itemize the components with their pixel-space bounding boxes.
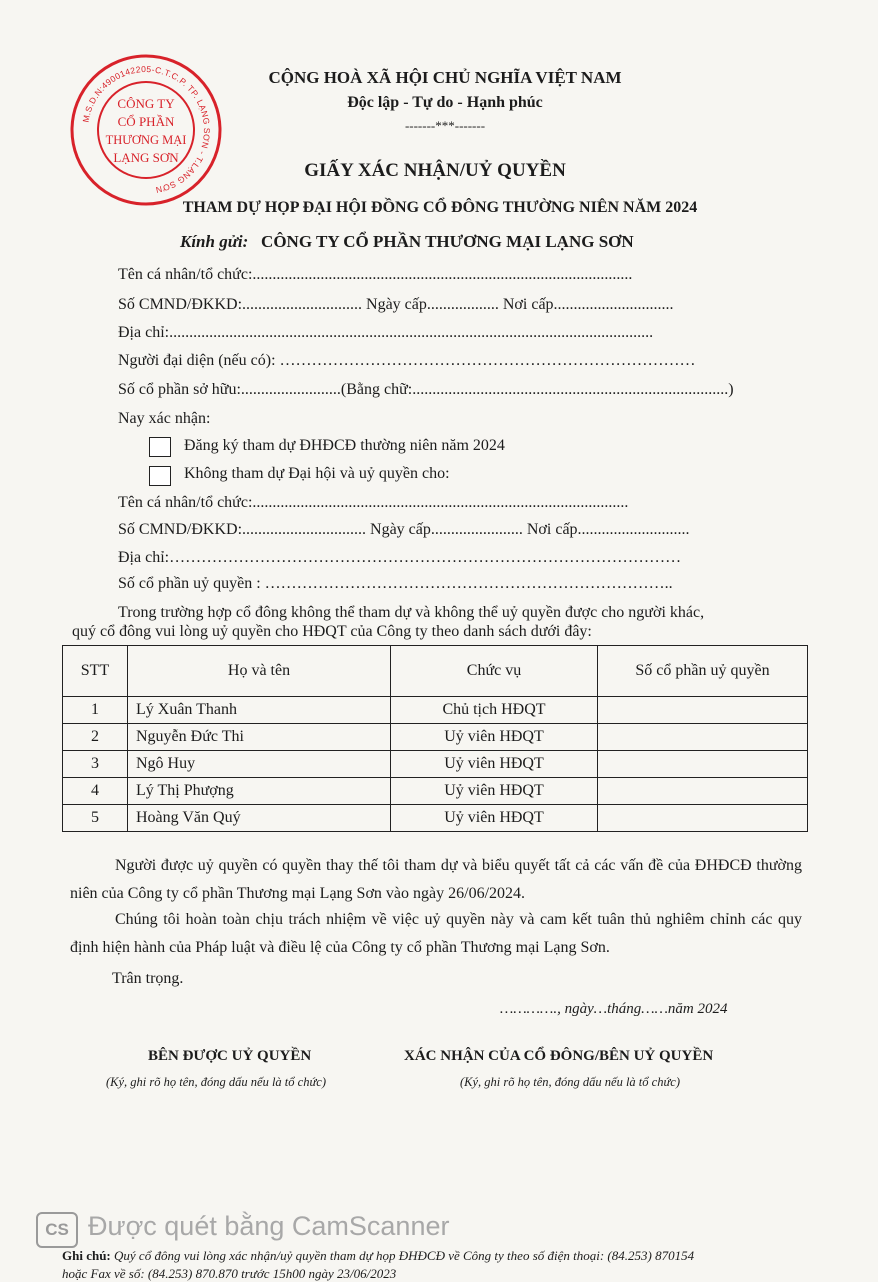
header-position: Chức vụ <box>391 646 598 697</box>
field-shares-number[interactable]: Số cổ phần sở hữu:......................... <box>118 381 341 398</box>
proxy-field-id-place[interactable]: Nơi cấp............................ <box>526 521 690 538</box>
proxy-checkbox[interactable] <box>149 466 171 486</box>
header-stt: STT <box>63 646 128 697</box>
camscanner-logo-icon: CS <box>36 1212 78 1248</box>
cell-name: Lý Thị Phượng <box>128 778 391 805</box>
intro-line-2: quý cổ đông vui lòng uỷ quyền cho HĐQT của Công ty theo danh sách dưới đây: <box>72 623 592 640</box>
paragraph-commitment: Chúng tôi hoàn toàn chịu trách nhiệm về việc uỷ quyền này và cam kết tuân thủ nghiêm chỉnh các quy định hiện hành của Pháp luật và điều lệ của Công ty cổ phần Thương mại Lạng Sơn. <box>70 911 802 956</box>
cell-name: Lý Xuân Thanh <box>128 697 391 724</box>
cell-position: Uỷ viên HĐQT <box>391 805 598 832</box>
field-representative[interactable]: Người đại diện (nếu có): …………………………………………………………………… <box>118 352 696 369</box>
footnote-text-1: Quý cổ đông vui lòng xác nhận/uỷ quyền tham dự họp ĐHĐCĐ về Công ty theo số điện thoại: (84.253) 870154 <box>114 1248 695 1263</box>
board-members-table <box>62 645 808 832</box>
seal-line-2: CỔ PHẦN <box>117 114 175 129</box>
cell-name: Hoàng Văn Quý <box>128 805 391 832</box>
proxy-field-id-number[interactable]: Số CMND/ĐKKD:............................... <box>118 521 367 538</box>
attend-option-label: Đăng ký tham dự ĐHĐCĐ thường niên năm 2024 <box>184 437 505 454</box>
cell-position: Chủ tịch HĐQT <box>391 697 598 724</box>
motto: Độc lập - Tự do - Hạnh phúc <box>347 94 543 111</box>
signature-right-title: XÁC NHẬN CỦA CỔ ĐÔNG/BÊN UỶ QUYỀN <box>404 1048 714 1064</box>
country-name: CỘNG HOÀ XÃ HỘI CHỦ NGHĨA VIỆT NAM <box>268 68 622 87</box>
field-address[interactable]: Địa chỉ:......................................................................................................................... <box>118 324 654 341</box>
cell-position: Uỷ viên HĐQT <box>391 778 598 805</box>
cell-stt: 4 <box>63 778 128 805</box>
intro-line-1: Trong trường hợp cổ đông không thể tham dự và không thể uỷ quyền được cho người khác, <box>118 604 705 621</box>
signature-right-note: (Ký, ghi rõ họ tên, đóng dấu nếu là tổ chức) <box>460 1075 680 1089</box>
proxy-field-address[interactable]: Địa chỉ:…………………………………………………………………………………… <box>118 549 682 566</box>
kinh-gui-label: Kính gửi: <box>180 232 249 251</box>
seal-line-1: CÔNG TY <box>117 96 175 111</box>
attend-checkbox[interactable] <box>149 437 171 457</box>
table-row <box>63 751 808 778</box>
header-name: Họ và tên <box>128 646 391 697</box>
confirm-label: Nay xác nhận: <box>118 410 211 427</box>
proxy-option-label: Không tham dự Đại hội và uỷ quyền cho: <box>184 465 450 482</box>
table-row <box>63 805 808 832</box>
cell-position: Uỷ viên HĐQT <box>391 751 598 778</box>
field-shares[interactable] <box>118 381 734 399</box>
proxy-field-shares[interactable]: Số cổ phần uỷ quyền : ………………………………………………………………….. <box>118 575 673 592</box>
cell-name: Ngô Huy <box>128 751 391 778</box>
cell-position: Uỷ viên HĐQT <box>391 724 598 751</box>
table-row <box>63 778 808 805</box>
proxy-field-name[interactable]: Tên cá nhân/tổ chức:.............................................................................................. <box>118 494 629 511</box>
cell-shares[interactable] <box>598 724 808 751</box>
table-row <box>63 697 808 724</box>
field-id[interactable] <box>118 296 674 314</box>
footnote-label: Ghi chú: <box>62 1248 111 1263</box>
field-name[interactable]: Tên cá nhân/tổ chức:............................................................................................... <box>118 266 633 283</box>
field-shares-words[interactable]: (Bằng chữ:...............................................................................) <box>340 381 734 398</box>
closing: Trân trọng. <box>112 970 184 987</box>
kinh-gui-value: CÔNG TY CỔ PHẦN THƯƠNG MẠI LẠNG SƠN <box>261 232 634 251</box>
document-subtitle: THAM DỰ HỌP ĐẠI HỘI ĐỒNG CỔ ĐÔNG THƯỜNG NIÊN NĂM 2024 <box>182 199 698 216</box>
field-id-place[interactable]: Nơi cấp.............................. <box>502 296 674 313</box>
cell-shares[interactable] <box>598 778 808 805</box>
cell-name: Nguyễn Đức Thi <box>128 724 391 751</box>
signature-left-note: (Ký, ghi rõ họ tên, đóng dấu nếu là tổ chức) <box>106 1075 326 1089</box>
cell-shares[interactable] <box>598 751 808 778</box>
proxy-field-id[interactable] <box>118 521 690 539</box>
camscanner-watermark: Được quét bằng CamScanner <box>88 1211 450 1241</box>
seal-line-4: LẠNG SƠN <box>113 150 179 165</box>
cell-shares[interactable] <box>598 697 808 724</box>
footnote-line-2: hoặc Fax về số: (84.253) 870.870 trước 15h00 ngày 23/06/2023 <box>62 1266 397 1281</box>
cell-shares[interactable] <box>598 805 808 832</box>
date-line[interactable]: …………., ngày…tháng……năm 2024 <box>500 1001 728 1017</box>
footnote-line-1 <box>62 1248 694 1264</box>
paragraph-authority: Người được uỷ quyền có quyền thay thế tôi tham dự và biểu quyết tất cả các vấn đề của ĐHĐCĐ thường niên của Công ty cổ phần Thương mại Lạng Sơn vào ngày 26/06/2024. <box>70 857 802 902</box>
table-row <box>63 724 808 751</box>
addressee <box>180 232 634 252</box>
cell-stt: 3 <box>63 751 128 778</box>
proxy-field-id-date[interactable]: Ngày cấp....................... <box>370 521 523 538</box>
seal-line-3: THƯƠNG MẠI <box>105 133 187 147</box>
header-shares: Số cổ phần uỷ quyền <box>598 646 808 697</box>
table-header-row <box>63 646 808 697</box>
cell-stt: 2 <box>63 724 128 751</box>
document-title: GIẤY XÁC NHẬN/UỶ QUYỀN <box>304 160 566 181</box>
field-id-number[interactable]: Số CMND/ĐKKD:.............................. <box>118 296 363 313</box>
header-separator: -------***------- <box>404 118 486 133</box>
field-id-date[interactable]: Ngày cấp.................. <box>366 296 499 313</box>
cell-stt: 1 <box>63 697 128 724</box>
cell-stt: 5 <box>63 805 128 832</box>
seal-ring-text: M.S.D.N:4900142205-C.T.C.P. TP. LẠNG SƠN - T.LẠNG SƠN <box>80 63 213 196</box>
signature-left-title: BÊN ĐƯỢC UỶ QUYỀN <box>148 1048 312 1064</box>
